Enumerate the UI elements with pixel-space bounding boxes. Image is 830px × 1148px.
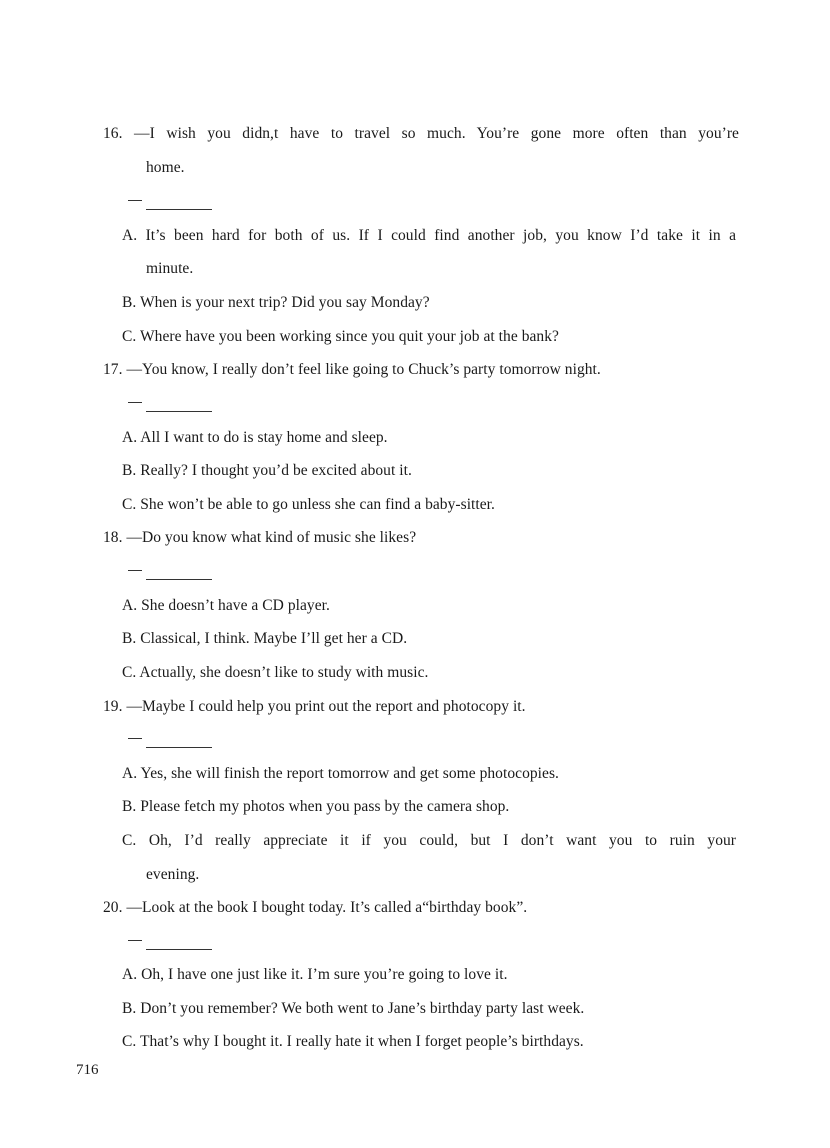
question-16-stem-line2: home. [146,159,185,176]
question-19-option-c-line2: evening. [146,866,200,883]
question-16-answer-blank [128,200,212,214]
question-17-option-b: B. Really? I thought you’d be excited about it. [122,462,412,479]
question-18-answer-blank [128,570,212,584]
question-18-option-b: B. Classical, I think. Maybe I’ll get her a CD. [122,630,408,647]
question-19-option-a: A. Yes, she will finish the report tomorrow and get some photocopies. [122,765,559,782]
question-19-option-c-line1: C. Oh, I’d really appreciate it if you could, but I don’t want you to ruin your [122,832,736,849]
question-19-answer-blank [128,738,212,752]
question-20-option-c: C. That’s why I bought it. I really hate it when I forget people’s birthdays. [122,1033,584,1050]
question-20-option-b: B. Don’t you remember? We both went to Jane’s birthday party last week. [122,1000,585,1017]
question-17-option-a: A. All I want to do is stay home and sleep. [122,429,388,446]
question-20-option-a: A. Oh, I have one just like it. I’m sure you’re going to love it. [122,966,508,983]
question-20-answer-blank [128,940,212,954]
question-20-stem: 20. —Look at the book I bought today. It’s called a“birthday book”. [103,899,528,916]
question-18-stem: 18. —Do you know what kind of music she likes? [103,529,417,546]
question-19-stem: 19. —Maybe I could help you print out the report and photocopy it. [103,698,526,715]
question-16-stem-line1: 16. —I wish you didn,t have to travel so much. You’re gone more often than you’re [103,125,739,142]
question-17-stem: 17. —You know, I really don’t feel like going to Chuck’s party tomorrow night. [103,361,601,378]
question-16-option-c: C. Where have you been working since you quit your job at the bank? [122,328,559,345]
question-16-option-a-line2: minute. [146,260,194,277]
question-16-option-a-line1: A. It’s been hard for both of us. If I could find another job, you know I’d take it in a [122,227,736,244]
question-18-option-c: C. Actually, she doesn’t like to study with music. [122,664,429,681]
question-19-option-b: B. Please fetch my photos when you pass by the camera shop. [122,798,510,815]
question-18-option-a: A. She doesn’t have a CD player. [122,597,330,614]
question-16-option-b: B. When is your next trip? Did you say Monday? [122,294,430,311]
question-17-answer-blank [128,402,212,416]
page-number: 716 [76,1062,99,1078]
question-17-option-c: C. She won’t be able to go unless she can find a baby-sitter. [122,496,495,513]
